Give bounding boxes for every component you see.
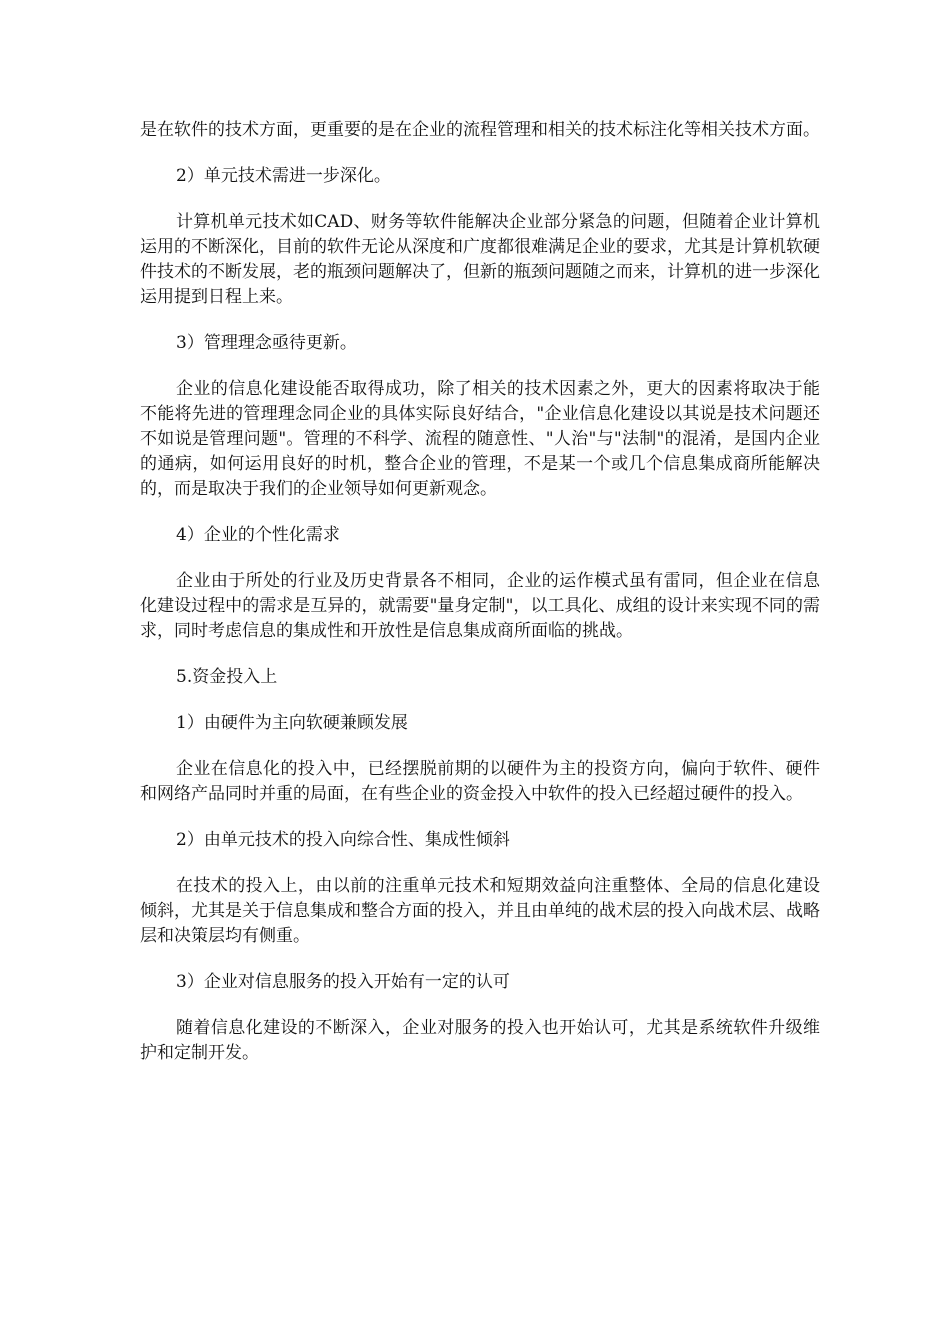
subheading-service-investment: 3）企业对信息服务的投入开始有一定的认可 xyxy=(176,972,510,992)
subheading-unit-technology: 2）单元技术需进一步深化。 xyxy=(176,166,391,186)
section-heading-capital-investment: 5.资金投入上 xyxy=(176,667,278,687)
subheading-management-concept: 3）管理理念亟待更新。 xyxy=(176,333,357,353)
paragraph-continuation: 是在软件的技术方面，更重要的是在企业的流程管理和相关的技术标注化等相关技术方面。 xyxy=(140,120,820,140)
paragraph-personalized-needs: 企业由于所处的行业及历史背景各不相同，企业的运作模式虽有雷同，但企业在信息化建设过程中的需求是互异的，就需要"量身定制"，以工具化、成组的设计来实现不同的需求，同时考虑信息的集成性和开放性是信息集成商所面临的挑战。 xyxy=(140,571,820,641)
subheading-integration-investment: 2）由单元技术的投入向综合性、集成性倾斜 xyxy=(176,830,510,850)
document-body xyxy=(140,118,820,1087)
paragraph-unit-technology: 计算机单元技术如CAD、财务等软件能解决企业部分紧急的问题，但随着企业计算机运用的不断深化，目前的软件无论从深度和广度都很难满足企业的要求，尤其是计算机软硬件技术的不断发展，老的瓶颈问题解决了，但新的瓶颈问题随之而来，计算机的进一步深化运用提到日程上来。 xyxy=(140,212,820,307)
subheading-personalized-needs: 4）企业的个性化需求 xyxy=(176,525,340,545)
paragraph-hardware-to-software: 企业在信息化的投入中，已经摆脱前期的以硬件为主的投资方向，偏向于软件、硬件和网络产品同时并重的局面，在有些企业的资金投入中软件的投入已经超过硬件的投入。 xyxy=(140,759,820,804)
subheading-hardware-to-software: 1）由硬件为主向软硬兼顾发展 xyxy=(176,713,408,733)
paragraph-service-investment: 随着信息化建设的不断深入，企业对服务的投入也开始认可，尤其是系统软件升级维护和定制开发。 xyxy=(140,1018,820,1063)
paragraph-integration-investment: 在技术的投入上，由以前的注重单元技术和短期效益向注重整体、全局的信息化建设倾斜，尤其是关于信息集成和整合方面的投入，并且由单纯的战术层的投入向战术层、战略层和决策层均有侧重。 xyxy=(140,876,820,946)
paragraph-management-concept: 企业的信息化建设能否取得成功，除了相关的技术因素之外，更大的因素将取决于能不能将先进的管理理念同企业的具体实际良好结合，"企业信息化建设以其说是技术问题还不如说是管理问题"。管理的不科学、流程的随意性、"人治"与"法制"的混淆，是国内企业的通病，如何运用良好的时机，整合企业的管理，不是某一个或几个信息集成商所能解决的，而是取决于我们的企业领导如何更新观念。 xyxy=(140,379,820,499)
